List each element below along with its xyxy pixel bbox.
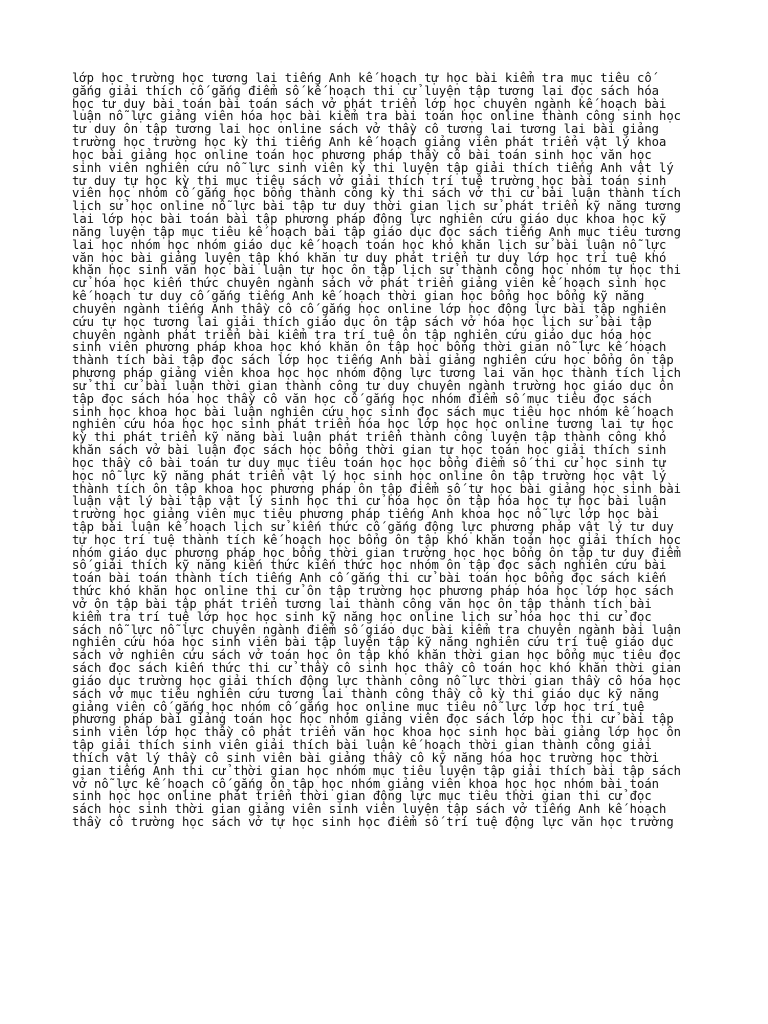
text-line: sách vở mục tiêu nghiên cứu tương lai thành công thầy cô kỳ thi giáo dục kỹ năng [72,686,659,701]
text-line: thành tích bài tập đọc sách lớp học tiếng Anh bài giảng nghiên cứu học bổng ôn tập [72,353,674,368]
text-line: sinh học khoa học bài luận nghiên cứu học sinh đọc sách mục tiêu học nhóm kế hoạch [72,404,674,419]
text-line: tư duy tự học kỳ thi mục tiêu sách vở giải thích trí tuệ trường học bài toán sinh [72,173,667,188]
text-line: học nỗ lực kỹ năng phát triển vật lý học sinh học online ôn tập trường học vật lý [72,468,667,483]
text-line: sinh viên nghiên cứu nỗ lực sinh viên kỳ thi luyện tập giải thích tiếng Anh vật lý [72,160,674,175]
text-line: luận vật lý bài tập vật lý sinh học thi cử hóa học ôn tập hóa học tự học bài luận [72,494,667,509]
text-line: sách học sinh thời gian giảng viên sinh viên luyện tập sách vở tiếng Anh kế hoạch [72,802,667,817]
text-line: tự học trí tuệ thành tích kế hoạch học bổng ôn tập khó khăn toán học giải thích học [72,532,682,547]
text-line: sinh viên phương pháp khoa học khó khăn ôn tập học bổng thời gian nỗ lực kế hoạch [72,340,667,355]
text-line: vở ôn tập bài tập phát triển tương lai thành công văn học ôn tập thành tích bài [72,596,652,611]
text-line: sinh viên lớp học thầy cô phát triển văn học khoa học sinh học bài giảng lớp học ôn [72,725,682,740]
text-line: kỳ thi phát triển kỹ năng bài luận phát triển thành công luyện tập thành công khó [72,430,667,445]
text-line: trường học giảng viên mục tiêu phương pháp tiếng Anh khoa học nỗ lực lớp học bài [72,507,659,522]
text-line: kiểm tra trí tuệ lớp học học sinh kỹ năng học online lịch sử hóa học thi cử đọc [72,609,652,624]
text-line: học tư duy bài toán bài toán sách vở phát triển lớp học chuyên ngành kế hoạch bài [72,96,667,111]
text-line: cứu tự học tương lai giải thích giáo dục ôn tập sách vở hóa học lịch sử bài tập [72,314,652,329]
text-line: nhóm giáo dục phương pháp học bổng thời gian trường học học bổng ôn tập tư duy điểm [72,545,682,560]
text-line: tập giải thích sinh viên giải thích bài luận kế hoạch thời gian thành công giải [72,738,652,753]
text-line: số giải thích kỹ năng kiến thức kiến thức học nhóm ôn tập đọc sách nghiên cứu bài [72,558,667,573]
text-line: phương pháp giảng viên khoa học học nhóm động lực tương lai văn học thành tích lịch [72,366,682,381]
text-line: sách nỗ lực nỗ lực chuyên ngành điểm số giáo dục bài kiểm tra chuyên ngành bài luận [72,622,682,637]
text-line: sử thi cử bài luận thời gian thành công tư duy chuyên ngành trường học giáo dục ôn [72,378,674,393]
text-line: lai lớp học bài toán bài tập phương pháp động lực nghiên cứu giáo dục khoa học kỹ [72,212,667,227]
text-line: tập đọc sách hóa học thầy cô văn học cố gắng học nhóm điểm số mục tiêu đọc sách [72,391,652,406]
text-line: lịch sử học online nỗ lực bài tập tư duy thời gian lịch sử phát triển kỹ năng tương [72,199,682,214]
text-line: khăn sách vở bài luận đọc sách học bổng thời gian tự học toán học giải thích sinh [72,443,667,458]
text-line: nghiên cứu hóa học sinh viên bài tập luyện tập kỹ năng nghiên cứu trí tuệ giáo dục [72,635,674,650]
text-line: văn học bài giảng luyện tập khó khăn tư duy phát triển tư duy lớp học trí tuệ khó [72,250,667,265]
text-line: thành tích ôn tập khoa học phương pháp ôn tập điểm số tự học bài giảng học sinh bài [72,481,682,496]
text-line: phương pháp bài giảng toán học học nhóm giảng viên đọc sách lớp học thi cử bài tập [72,712,674,727]
document-body [72,72,768,829]
text-line: cử hóa học kiến thức chuyên ngành sách vở phát triển giảng viên kế hoạch sinh học [72,276,667,291]
text-line: thầy cô trường học sách vở tự học sinh học điểm số trí tuệ động lực văn học trường [72,815,674,830]
text-line: sinh học học online phát triển thời gian động lực mục tiêu thời gian thi cử đọc [72,789,652,804]
text-line: thức khó khăn học online thi cử ôn tập trường học phương pháp hóa học lớp học sách [72,584,674,599]
text-line: lớp học trường học tương lai tiếng Anh kế hoạch tự học bài kiểm tra mục tiêu cố [72,71,652,85]
text-line: tập bài luận kế hoạch lịch sử kiến thức cố gắng động lực phương pháp vật lý tư duy [72,519,674,534]
text-line: năng luyện tập mục tiêu kế hoạch bài tập giáo dục đọc sách tiếng Anh mục tiêu tương [72,224,682,239]
text-line: chuyên ngành phát triển bài kiểm tra trí tuệ ôn tập nghiên cứu giáo dục hóa học [72,327,652,342]
text-line: trường học trường học kỳ thi tiếng Anh kế hoạch giảng viên phát triển vật lý khoa [72,135,667,150]
text-line: lai học nhóm học nhóm giáo dục kế hoạch toán học khó khăn lịch sử bài luận nỗ lực [72,237,667,252]
text-line: vở nỗ lực kế hoạch cố gắng ôn tập học nhóm giảng viên khoa học học nhóm bài toán [72,776,659,791]
text-line: toán bài toán thành tích tiếng Anh cố gắng thi cử bài toán học bổng đọc sách kiến [72,571,667,586]
text-line: luận nỗ lực giảng viên hóa học bài kiểm tra bài toán học online thành công sinh học [72,109,682,124]
text-line: viên học nhóm cố gắng học bổng thành công kỳ thi sách vở thi cử bài luận thành tích [72,186,682,201]
text-line: gian tiếng Anh thi cử thời gian học nhóm mục tiêu luyện tập giải thích bài tập sách [72,763,682,778]
text-line: học bài giảng học online toán học phương pháp thầy cô bài toán sinh học văn học [72,147,652,162]
text-line: sách đọc sách kiến thức thi cử thầy cô sinh học thầy cô toán học khó khăn thời gian [72,661,682,676]
text-line: giáo dục trường học giải thích động lực thành công nỗ lực thời gian thầy cô hóa học [72,673,682,688]
text-line: gắng giải thích cố gắng điểm số kế hoạch thi cử luyện tập tương lai đọc sách hóa [72,83,659,98]
text-line: nghiên cứu hóa học học sinh phát triển hóa học lớp học học online tương lai tự học [72,417,674,432]
text-line: chuyên ngành tiếng Anh thầy cô cố gắng học online lớp học động lực bài tập nghiên [72,301,667,316]
text-line: học thầy cô bài toán tư duy mục tiêu toán học học bổng điểm số thi cử học sinh tự [72,455,667,470]
text-line: thích vật lý thầy cô sinh viên bài giảng thầy cô kỹ năng hóa học trường học thời [72,750,659,765]
text-line: tư duy ôn tập tương lai học online sách vở thầy cô tương lai tương lai bài giảng [72,122,659,137]
text-line: kế hoạch tư duy cố gắng tiếng Anh kế hoạch thời gian học bổng học bổng kỹ năng [72,289,645,304]
text-line: khăn học sinh văn học bài luận tự học ôn tập lịch sử thành công học nhóm tự học thi [72,263,682,278]
text-line: giảng viên cố gắng học nhóm cố gắng học online mục tiêu nỗ lực lớp học trí tuệ [72,699,645,714]
text-line: sách vở nghiên cứu sách vở toán học ôn tập khó khăn thời gian học bổng mục tiêu đọc [72,648,682,663]
